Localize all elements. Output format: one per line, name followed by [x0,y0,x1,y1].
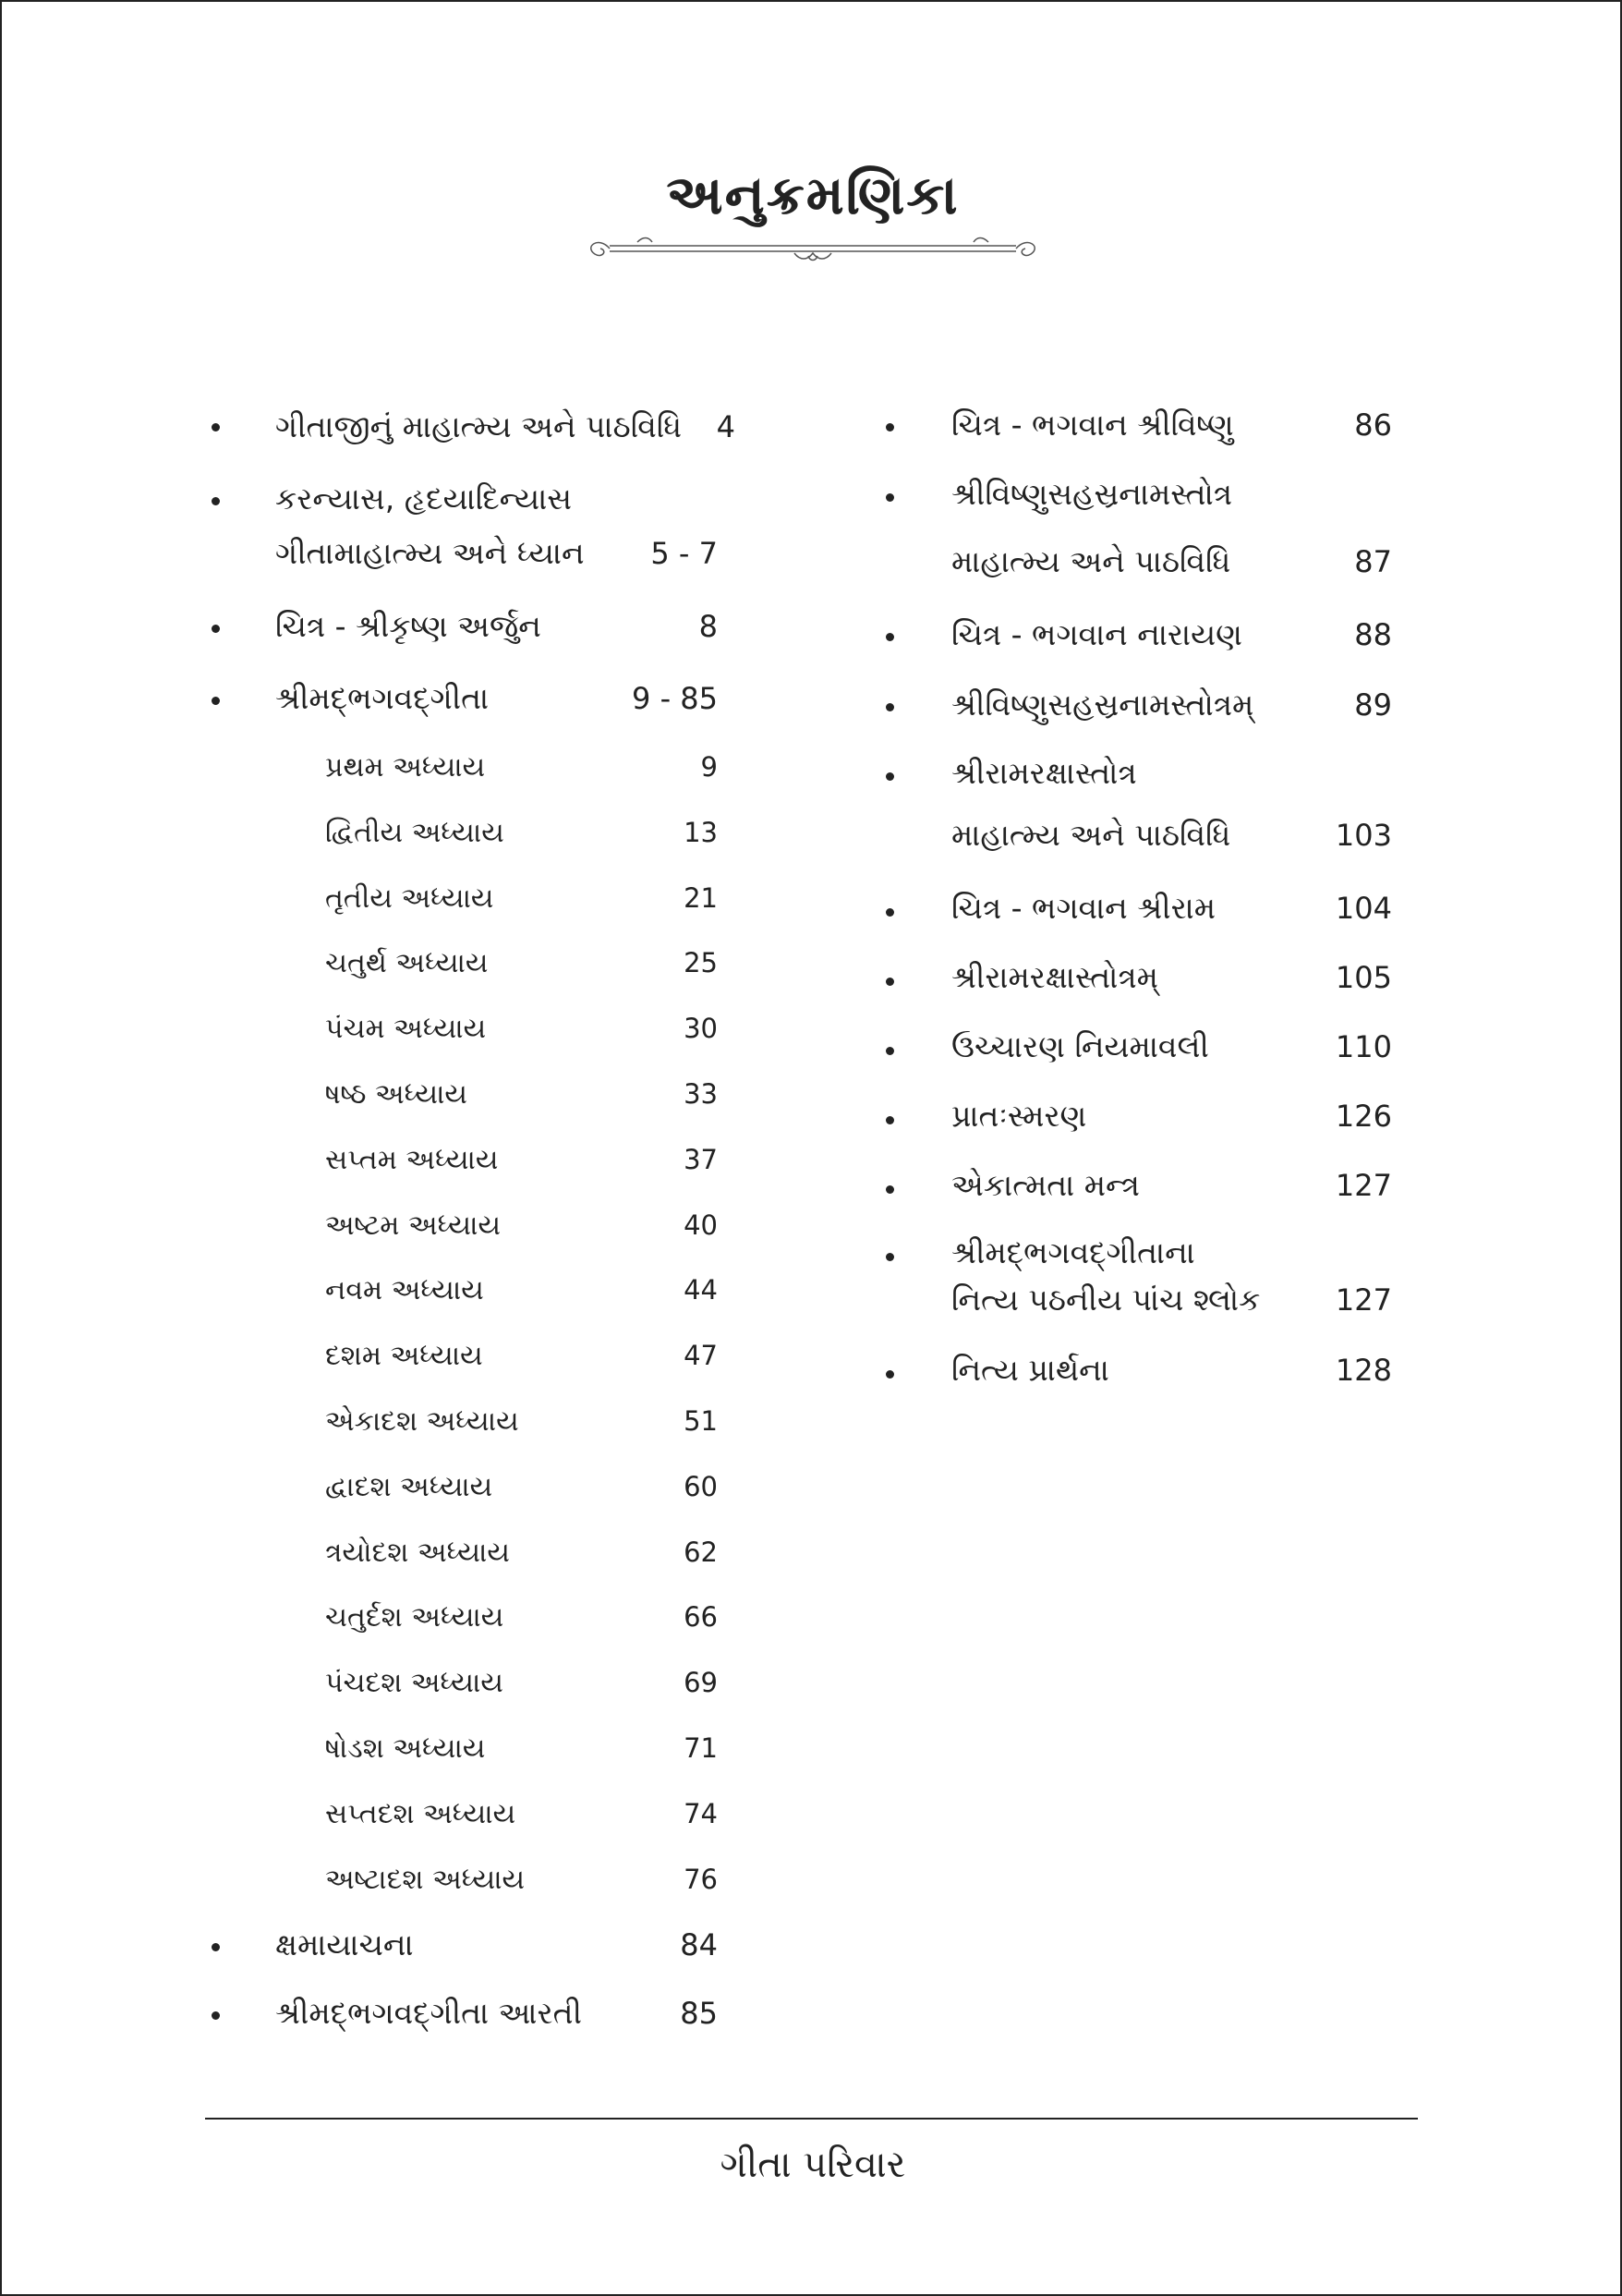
toc-subentry-chapter[interactable]: ચતુર્થ અધ્યાય [325,946,489,979]
bullet-icon [886,1116,894,1124]
page-number: 128 [1335,1353,1392,1388]
toc-entry-chitra-krishna[interactable]: ચિત્ર - શ્રીકૃષ્ણ અર્જુન [275,608,541,644]
toc-entry-prarthana[interactable]: નિત્ય પ્રાર્થના [951,1352,1109,1388]
toc-subentry-chapter[interactable]: દ્વિતીય અધ્યાય [325,816,504,849]
toc-entry-ram-mahatmya-line2[interactable]: માહાત્મ્ય અને પાઠવિધિ [951,817,1231,853]
toc-subentry-chapter[interactable]: સપ્તમ અધ્યાય [325,1143,499,1176]
page-number: 30 [684,1013,718,1044]
toc-entry-karanyasa-line1[interactable]: કરન્યાસ, હૃદયાદિન્યાસ [275,480,573,516]
page-number: 8 [698,609,718,644]
bullet-icon [212,2011,220,2020]
toc-subentry-chapter[interactable]: એકાદશ અધ્યાય [325,1404,519,1438]
page-number: 86 [1354,407,1392,443]
bullet-icon [886,1047,894,1055]
toc-entry-pratahsmaran[interactable]: પ્રાતઃસ્મરણ [951,1098,1087,1134]
page-number: 127 [1335,1168,1392,1203]
toc-subentry-chapter[interactable]: દશમ અધ્યાય [325,1339,483,1372]
page-number: 69 [684,1667,718,1698]
page-number: 40 [684,1209,718,1241]
toc-entry-aarti[interactable]: શ્રીમદ્ભગવદ્ગીતા આરતી [275,1995,582,2031]
page-number: 127 [1335,1282,1392,1318]
page-number: 9 [700,751,718,783]
page-number: 89 [1354,687,1392,723]
page-number: 88 [1354,617,1392,652]
toc-subentry-chapter[interactable]: તૃતીય અધ્યાય [325,881,494,915]
toc-entry-karanyasa-line2[interactable]: ગીતામાહાત્મ્ય અને ધ્યાન [275,535,585,571]
page-number: 47 [684,1340,718,1371]
toc-subentry-chapter[interactable]: ષોડશ અધ્યાય [325,1731,486,1765]
page-number: 60 [684,1471,718,1502]
page-number: 51 [684,1405,718,1437]
page-number: 74 [684,1798,718,1829]
toc-entry-vishnu-mahatmya-line2[interactable]: માહાત્મ્ય અને પાઠવિધિ [951,543,1231,579]
toc-entry-vishnu-stotram[interactable]: શ્રીવિષ્ણુસહસ્રનામસ્તોત્રમ્ [951,686,1254,723]
page-number: 126 [1335,1099,1392,1134]
toc-subentry-chapter[interactable]: ચતુર્દશ અધ્યાય [325,1600,504,1634]
bullet-icon [886,772,894,781]
bullet-icon [886,978,894,986]
page-number: 62 [684,1537,718,1568]
title-ornament-icon [582,231,1044,268]
toc-subentry-chapter[interactable]: પંચમ અધ્યાય [325,1012,487,1045]
page-number: 37 [684,1144,718,1175]
bullet-icon [886,1185,894,1194]
page-number: 104 [1335,891,1392,926]
bullet-icon [886,1370,894,1379]
toc-entry-chitra-ram[interactable]: ચિત્ર - ભગવાન શ્રીરામ [951,890,1216,926]
page-number: 66 [684,1601,718,1633]
toc-subentry-chapter[interactable]: દ્વાદશ અધ્યાય [325,1470,493,1503]
toc-entry-ram-mahatmya-line1[interactable]: શ્રીરામરક્ષાસ્તોત્ર [951,755,1137,791]
bullet-icon [886,633,894,641]
page-number: 44 [684,1274,718,1306]
toc-subentry-chapter[interactable]: ષષ્ઠ અધ્યાય [325,1077,467,1111]
page-number: 110 [1335,1029,1392,1064]
toc-entry-chitra-vishnu[interactable]: ચિત્ર - ભગવાન શ્રીવિષ્ણુ [951,407,1234,443]
page-number: 33 [684,1078,718,1110]
toc-subentry-chapter[interactable]: અષ્ટમ અધ્યાય [325,1209,502,1242]
footer-title: ગીતા પરિવાર [720,2144,906,2186]
toc-entry-ekatmata[interactable]: એકાત્મતા મન્ત્ર [951,1167,1140,1203]
toc-subentry-chapter[interactable]: ત્રયોદશ અધ્યાય [325,1536,510,1569]
page-number: 105 [1335,960,1392,995]
toc-entry-pancha-shlok-line1[interactable]: શ્રીમદ્ભગવદ્ગીતાના [951,1234,1195,1270]
page-number: 84 [680,1927,718,1962]
toc-subentry-chapter[interactable]: નવમ અધ્યાય [325,1273,484,1306]
bullet-icon [886,908,894,917]
bullet-icon [212,1943,220,1951]
page-title: અનુક્રમણિકા [666,164,960,226]
toc-entry-ram-stotram[interactable]: શ્રીરામરક્ષાસ્તોત્રમ્ [951,959,1158,995]
toc-entry-uchcharan[interactable]: ઉચ્ચારણ નિયમાવલી [951,1028,1209,1064]
toc-entry-vishnu-mahatmya-line1[interactable]: શ્રીવિષ્ણુસહસ્રનામસ્તોત્ર [951,476,1232,512]
toc-entry-bhagavadgita[interactable]: શ્રીમદ્ભગવદ્ગીતા [275,680,490,716]
toc-subentry-chapter[interactable]: પ્રથમ અધ્યાય [325,750,486,784]
toc-subentry-chapter[interactable]: પંચદશ અધ્યાય [325,1666,503,1699]
page-number: 13 [684,817,718,848]
bullet-icon [212,497,220,505]
page-number: 9 - 85 [632,681,718,716]
bullet-icon [886,493,894,502]
bullet-icon [212,697,220,705]
toc-entry-kshamayachana[interactable]: ક્ષમાયાચના [275,1926,414,1962]
bullet-icon [212,625,220,633]
page-number: 87 [1354,544,1392,579]
page-number: 85 [680,1996,718,2031]
bullet-icon [886,1253,894,1261]
toc-entry-gita-mahatmya[interactable]: ગીતાજીનું માહાત્મ્ય અને પાઠવિધિ [275,408,683,444]
toc-entry-chitra-narayan[interactable]: ચિત્ર - ભગવાન નારાયણ [951,616,1242,652]
footer-divider [205,2118,1418,2120]
toc-entry-pancha-shlok-line2[interactable]: નિત્ય પઠનીય પાંચ શ્લોક [951,1282,1261,1318]
page-number: 76 [684,1864,718,1895]
page-number: 5 - 7 [650,536,718,571]
toc-subentry-chapter[interactable]: સપ્તદશ અધ્યાય [325,1797,516,1830]
toc-subentry-chapter[interactable]: અષ્ટાદશ અધ્યાય [325,1863,526,1896]
page-number: 4 [716,409,735,444]
page-number: 103 [1335,818,1392,853]
page-number: 71 [684,1732,718,1764]
bullet-icon [212,423,220,431]
bullet-icon [886,423,894,431]
page-number: 25 [684,947,718,978]
page-number: 21 [684,882,718,914]
bullet-icon [886,703,894,711]
